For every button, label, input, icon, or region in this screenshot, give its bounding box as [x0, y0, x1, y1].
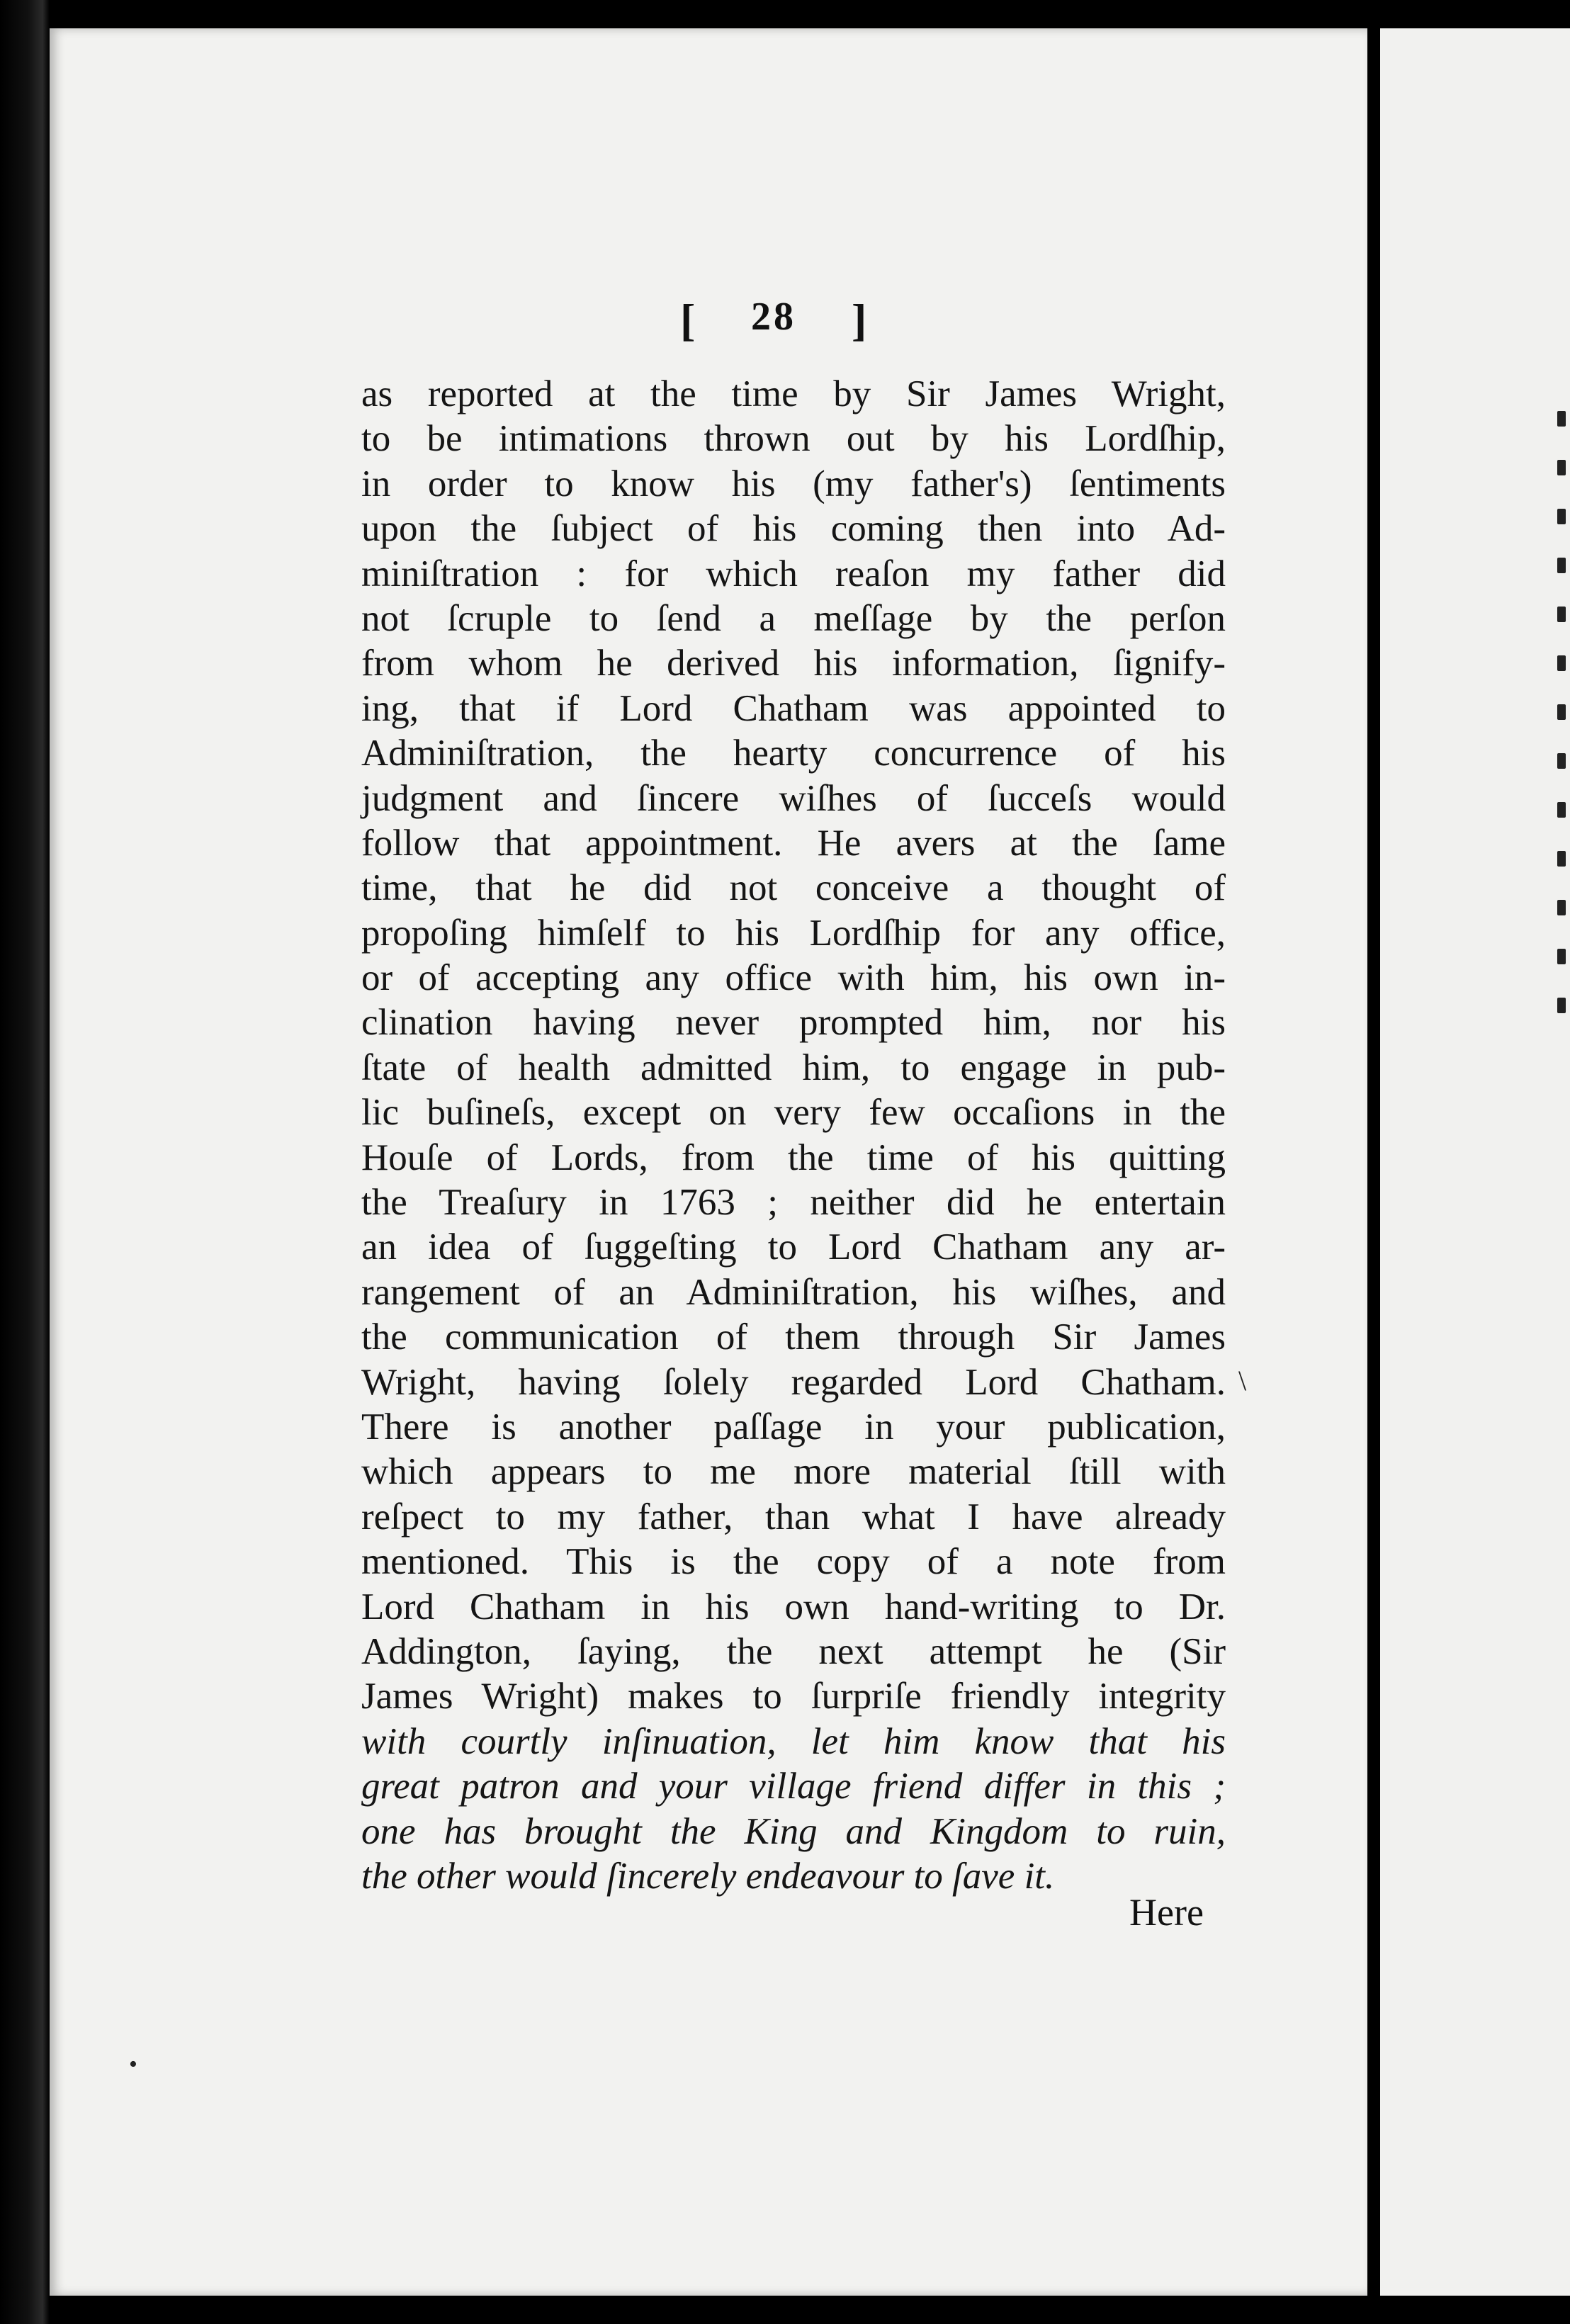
text-line: an idea of ſuggeſting to Lord Chatham any ar-: [361, 1226, 1226, 1268]
text-line: propoſing himſelf to his Lordſhip for any office,: [361, 912, 1226, 954]
text-line-italic: great patron and your village friend differ in this ;: [361, 1766, 1226, 1807]
text-line: to be intimations thrown out by his Lordſhip,: [361, 418, 1226, 460]
text-line: miniſtration : for which reaſon my father did: [361, 553, 1226, 594]
text-line: from whom he derived his information, ſignify-: [361, 643, 1226, 684]
text-line: ing, that if Lord Chatham was appointed to: [361, 687, 1226, 729]
text-line: time, that he did not conceive a thought of: [361, 867, 1226, 909]
open-bracket: [: [680, 295, 699, 345]
text-line: Lord Chatham in his own hand-writing to Dr.: [361, 1586, 1226, 1628]
page-number: 28: [751, 295, 796, 339]
text-line: in order to know his (my father's) ſentiments: [361, 463, 1226, 504]
text-line: clination having never prompted him, nor his: [361, 1002, 1226, 1044]
text-line: judgment and ſincere wiſhes of ſucceſs would: [361, 777, 1226, 819]
close-bracket: ]: [852, 295, 870, 345]
text-line: not ſcruple to ſend a meſſage by the perſon: [361, 597, 1226, 639]
text-line: lic buſineſs, except on very few occaſions in the: [361, 1092, 1226, 1134]
catchword: Here: [1129, 1891, 1204, 1934]
text-line: ſtate of health admitted him, to engage in pub-: [361, 1047, 1226, 1088]
book-gutter-edge: [0, 0, 50, 2324]
text-line: There is another paſſage in your publication,: [361, 1406, 1226, 1448]
text-line-italic: with courtly inſinuation, let him know that his: [361, 1720, 1226, 1762]
text-line: James Wright) makes to ſurpriſe friendly integrity: [361, 1676, 1226, 1717]
facing-page-edge: [1380, 28, 1570, 2296]
text-line: rangement of an Adminiſtration, his wiſhes, and: [361, 1271, 1226, 1313]
ink-speck: •: [129, 2051, 137, 2077]
text-line: the Treaſury in 1763 ; neither did he entertain: [361, 1182, 1226, 1224]
facing-page-text-fragments: [1552, 411, 1570, 1047]
text-line: the communication of them through Sir James: [361, 1316, 1226, 1358]
page-header: [680, 294, 893, 351]
text-line: which appears to me more material ſtill with: [361, 1451, 1226, 1493]
text-line: Houſe of Lords, from the time of his quitting: [361, 1136, 1226, 1178]
body-text: [361, 372, 1226, 1899]
text-line-italic: one has brought the King and Kingdom to ruin,: [361, 1810, 1226, 1852]
text-line: mentioned. This is the copy of a note from: [361, 1541, 1226, 1583]
text-line: upon the ſubject of his coming then into Ad-: [361, 508, 1226, 550]
text-line: Wright, having ſolely regarded Lord Chatham.: [361, 1361, 1226, 1403]
ink-speck: \: [1238, 1365, 1247, 1397]
text-line: as reported at the time by Sir James Wright,: [361, 373, 1226, 414]
text-line: Addington, ſaying, the next attempt he (Sir: [361, 1630, 1226, 1672]
text-line: follow that appointment. He avers at the ſame: [361, 822, 1226, 864]
text-line: or of accepting any office with him, his own in-: [361, 957, 1226, 999]
text-line-italic: the other would ſincerely endeavour to ſave it.: [361, 1855, 1055, 1897]
text-line: reſpect to my father, than what I have already: [361, 1496, 1226, 1538]
text-line: Adminiſtration, the hearty concurrence of his: [361, 733, 1226, 774]
